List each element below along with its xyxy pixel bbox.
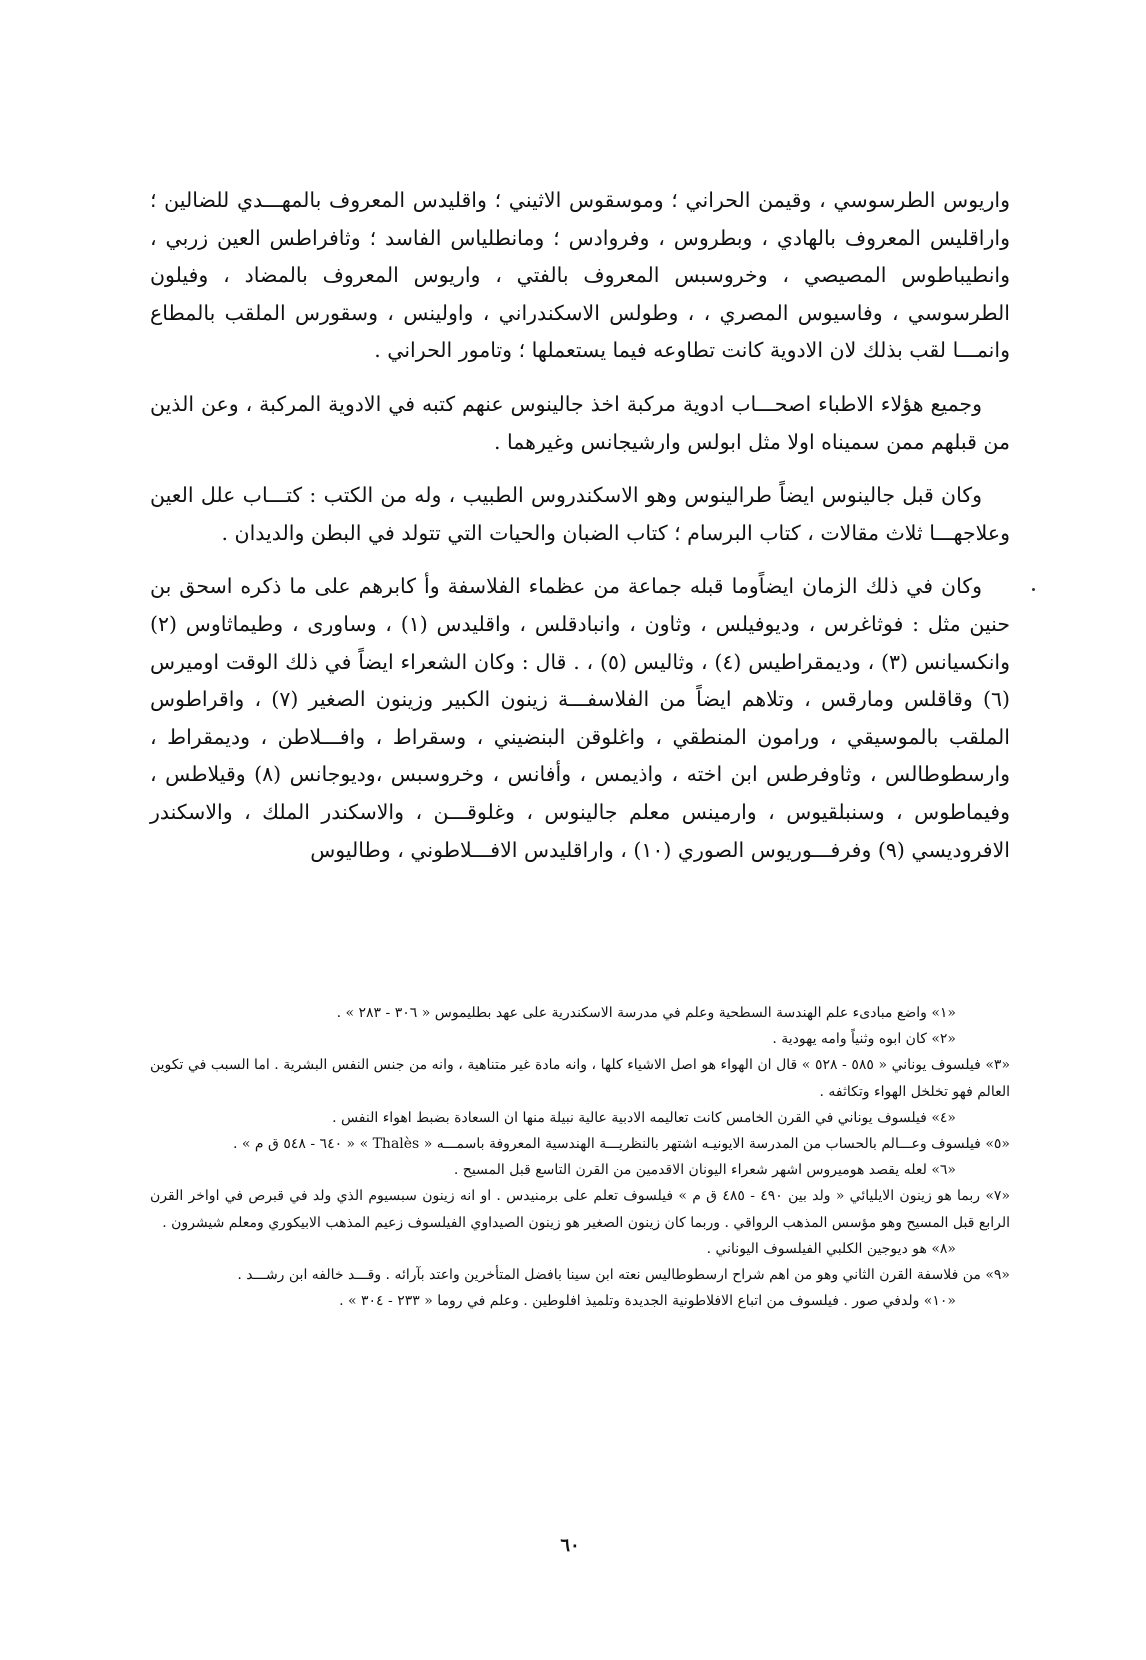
paragraph-4: وكان في ذلك الزمان ايضاًوما قبله جماعة من عظماء الفلاسفة وأ كابرهم على ما ذكره اسحق بن حنين مثل : فوثاغرس ، وديوفيلس ، وثاون ، وانبادقلس ، واقليدس (١) ، وساورى ، وطيماثاوس (٢) وانكسيانس (٣) ، وديمقراطيس (٤) ، وثاليس (٥) ، . قال : وكان الشعراء ايضاً في ذلك الوقت اوميرس (٦) وقاقلس ومارقس ، وتلاهم ايضاً من الفلاسفـــة زينون الكبير وزينون الصغير (٧) ، واقراطوس الملقب بالموسيقي ، ورامون المنطقي ، واغلوقن البنضيني ، وسقراط ، وافـــلاطن ، وديمقراط ، وارسطوطالس ، وثاوفرطس ابن اخته ، واذيمس ، وأفانس ، وخروسبس ،وديوجانس (٨) وقيلاطس ، وفيماطوس ، وسنبلقيوس ، وارمينس معلم جالينوس ، وغلوقـــن ، والاسكندر الملك ، والاسكندر الافروديسي (٩) وفرفـــوريوس الصوري (١٠) ، واراقليدس الافـــلاطوني ، وطاليوس [150,574,1010,862]
footnotes [150,1000,1010,1314]
footnote-5: «٥» فيلسوف وعـــالم بالحساب من المدرسة الايونيـه اشتهر بالنظريـــة الهندسية المعروفة باسمـــه « Thalès » « ٦٤٠ - ٥٤٨ ق م » . [232,1136,1010,1153]
margin-dot [1032,588,1035,591]
footnote-6: «٦» لعله يقصد هوميروس اشهر شعراء اليونان الاقدمين من القرن التاسع قبل المسيح . [453,1162,956,1179]
footnote-1: «١» واضع مبادىء علم الهندسة السطحية وعلم في مدرسة الاسكندرية على عهد بطليموس « ٣٠٦ - ٢٨٣ » . [336,1005,956,1021]
footnote-10: «١٠» ولدفي صور . فيلسوف من اتباع الافلاطونية الجديدة وتلميذ افلوطين . وعلم في روما « ٢٣٣ - ٣٠٤ » . [339,1293,956,1310]
footnote-8: «٨» هو ديوجين الكلبي الفيلسوف اليوناني . [706,1240,956,1257]
paragraph-3: وكان قبل جالينوس ايضاً طرالينوس وهو الاسكندروس الطبيب ، وله من الكتب : كتـــاب علل العين وعلاجهـــا ثلاث مقالات ، كتاب البرسام ؛ كتاب الضبان والحيات التي تتولد في البطن والديدان . [150,483,1010,545]
paragraph-1: واريوس الطرسوسي ، وقيمن الحراني ؛ وموسقوس الاثيني ؛ واقليدس المعروف بالمهـــدي للضالين ؛ واراقليس المعروف بالهادي ، وبطروس ، وفروادس ؛ ومانطلياس الفاسد ؛ وثافراطس العين زربي ، وانطيباطوس المصيصي ، وخروسبس المعروف بالفتي ، واريوس المعروف بالمضاد ، وفيلون الطرسوسي ، وفاسيوس المصري ، ، وطولس الاسكندراني ، واولينس ، وسقورس الملقب بالمطاع وانمـــا لقب بذلك لان الادوية كانت تطاوعه فيما يستعملها ؛ وتامور الحراني . [150,188,1010,363]
page-number: ٦٠ [560,1535,580,1556]
paragraph-2: وجميع هؤلاء الاطباء اصحـــاب ادوية مركبة اخذ جالينوس عنهم كتبه في الادوية المركبة ، وعن الذين من قبلهم ممن سميناه اولا مثل ابولس وارشيجانس وغيرهما . [150,391,1010,454]
footnote-9: «٩» من فلاسفة القرن الثاني وهو من اهم شراح ارسطوطاليس نعته ابن سينا بافضل المتأخرين واعتد بآرائه . وقـــد خالفه ابن رشـــد . [237,1267,1010,1284]
footnote-7: «٧» ربما هو زينون الايليائي « ولد بين ٤٩٠ - ٤٨٥ ق م » فيلسوف تعلم على برمنيدس . او انه زينون سبسيوم الذي ولد في قبرص في اواخر القرن الرابع قبل المسيح وهو مؤسس المذهب الرواقي . وربما كان زينون الصغير هو زينون الصيداوي الفيلسوف زعيم المذهب الابيكوري ومعلم شيشرون . [150,1188,1011,1231]
footnote-2: «٢» كان ابوه وثنياً وامه يهودية . [772,1031,956,1048]
footnote-4: «٤» فيلسوف يوناني في القرن الخامس كانت تعاليمه الادبية عالية نبيلة منها ان السعادة بضبط اهواء النفس . [332,1109,956,1126]
main-text [150,182,1010,885]
footnote-3: «٣» فيلسوف يوناني « ٥٨٥ - ٥٢٨ » قال ان الهواء هو اصل الاشياء كلها ، وانه مادة غير متناهية ، وانه من جنس النفس البشرية . اما السبب في تكوين العالم فهو تخلخل الهواء وتكاثفه . [150,1057,1011,1100]
